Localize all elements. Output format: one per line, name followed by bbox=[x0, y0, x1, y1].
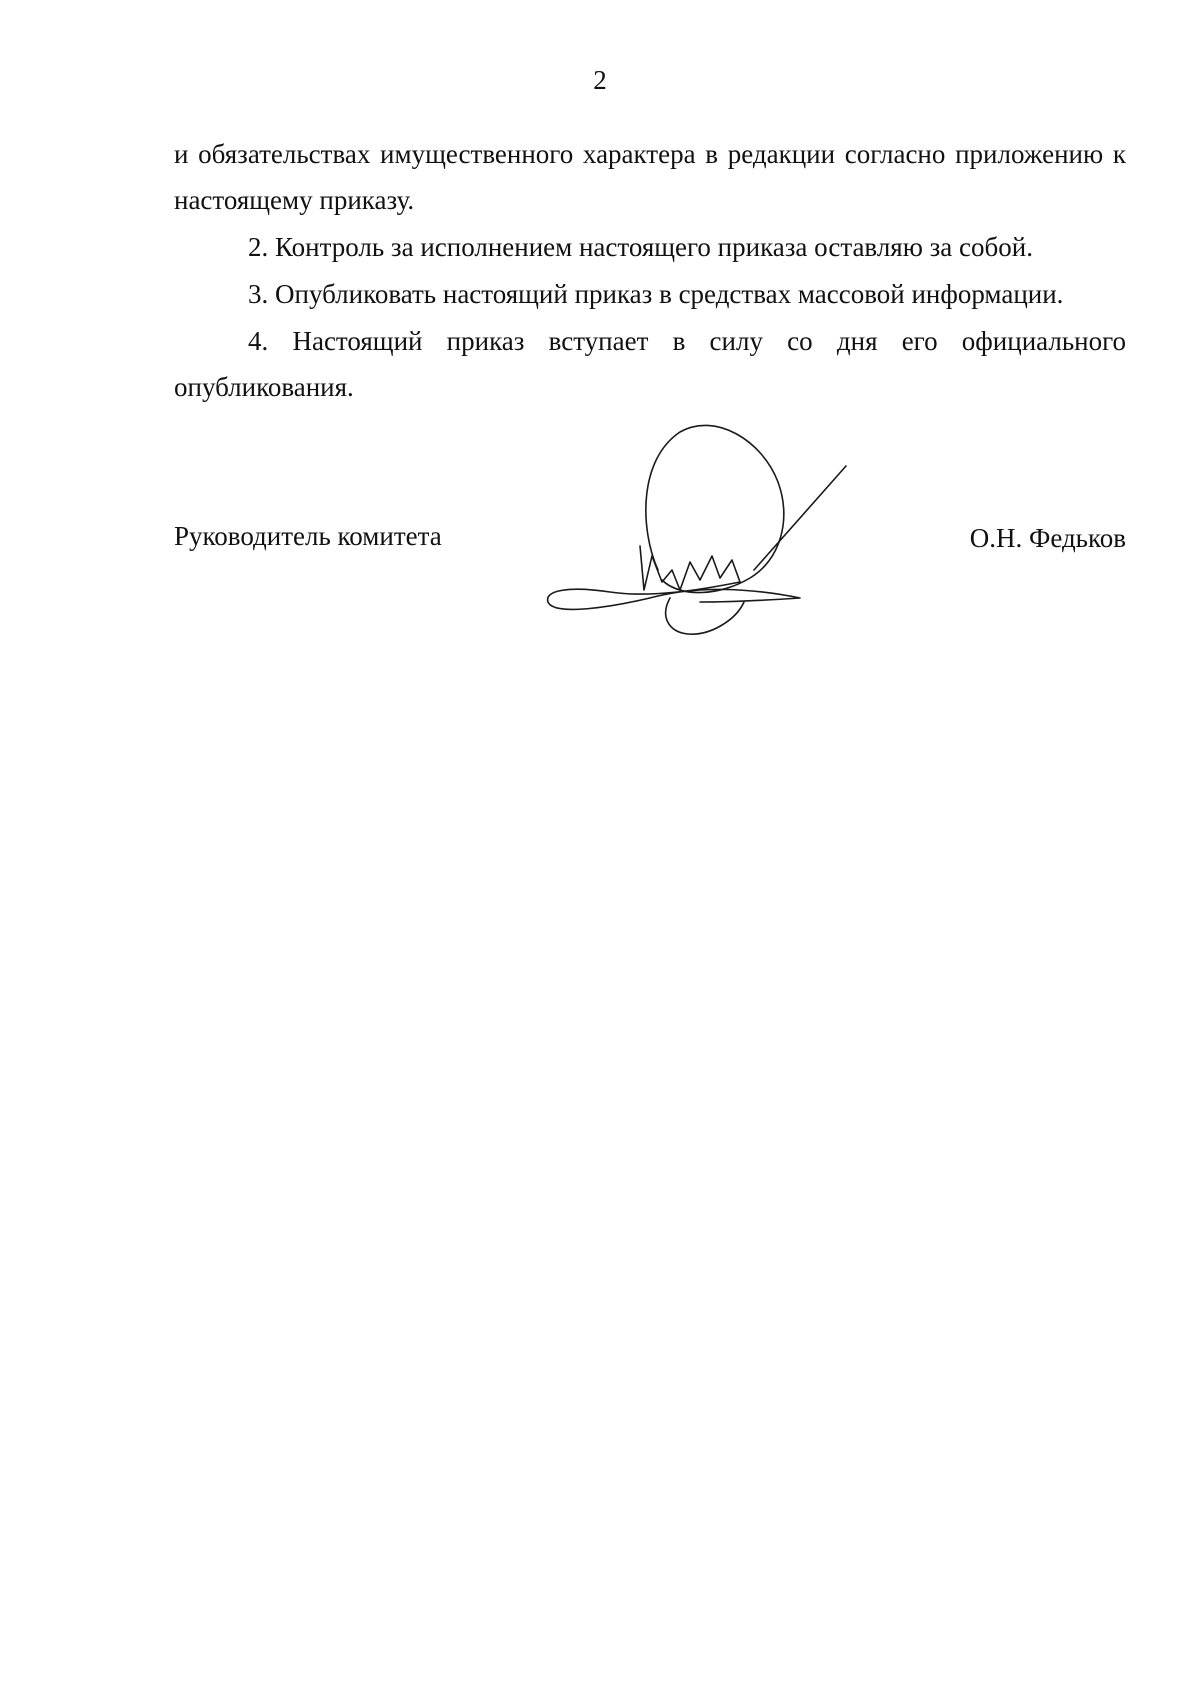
paragraph-item-2: 2. Контроль за исполнением настоящего приказа оставляю за собой. bbox=[248, 232, 1033, 262]
page-number: 2 bbox=[593, 65, 607, 95]
handwritten-signature-icon bbox=[540, 420, 880, 650]
signer-position: Руководитель комитета bbox=[174, 521, 442, 551]
paragraph-item-4: 4. Настоящий приказ вступает в силу со дня его официального опубликования. bbox=[174, 326, 1126, 402]
signer-name: О.Н. Федьков bbox=[969, 523, 1126, 553]
paragraph-continuation: и обязательствах имущественного характера в редакции согласно приложению к настоящему приказу. bbox=[174, 139, 1126, 215]
paragraph-item-3: 3. Опубликовать настоящий приказ в средствах массовой информации. bbox=[248, 279, 1064, 309]
document-body bbox=[174, 131, 1126, 411]
